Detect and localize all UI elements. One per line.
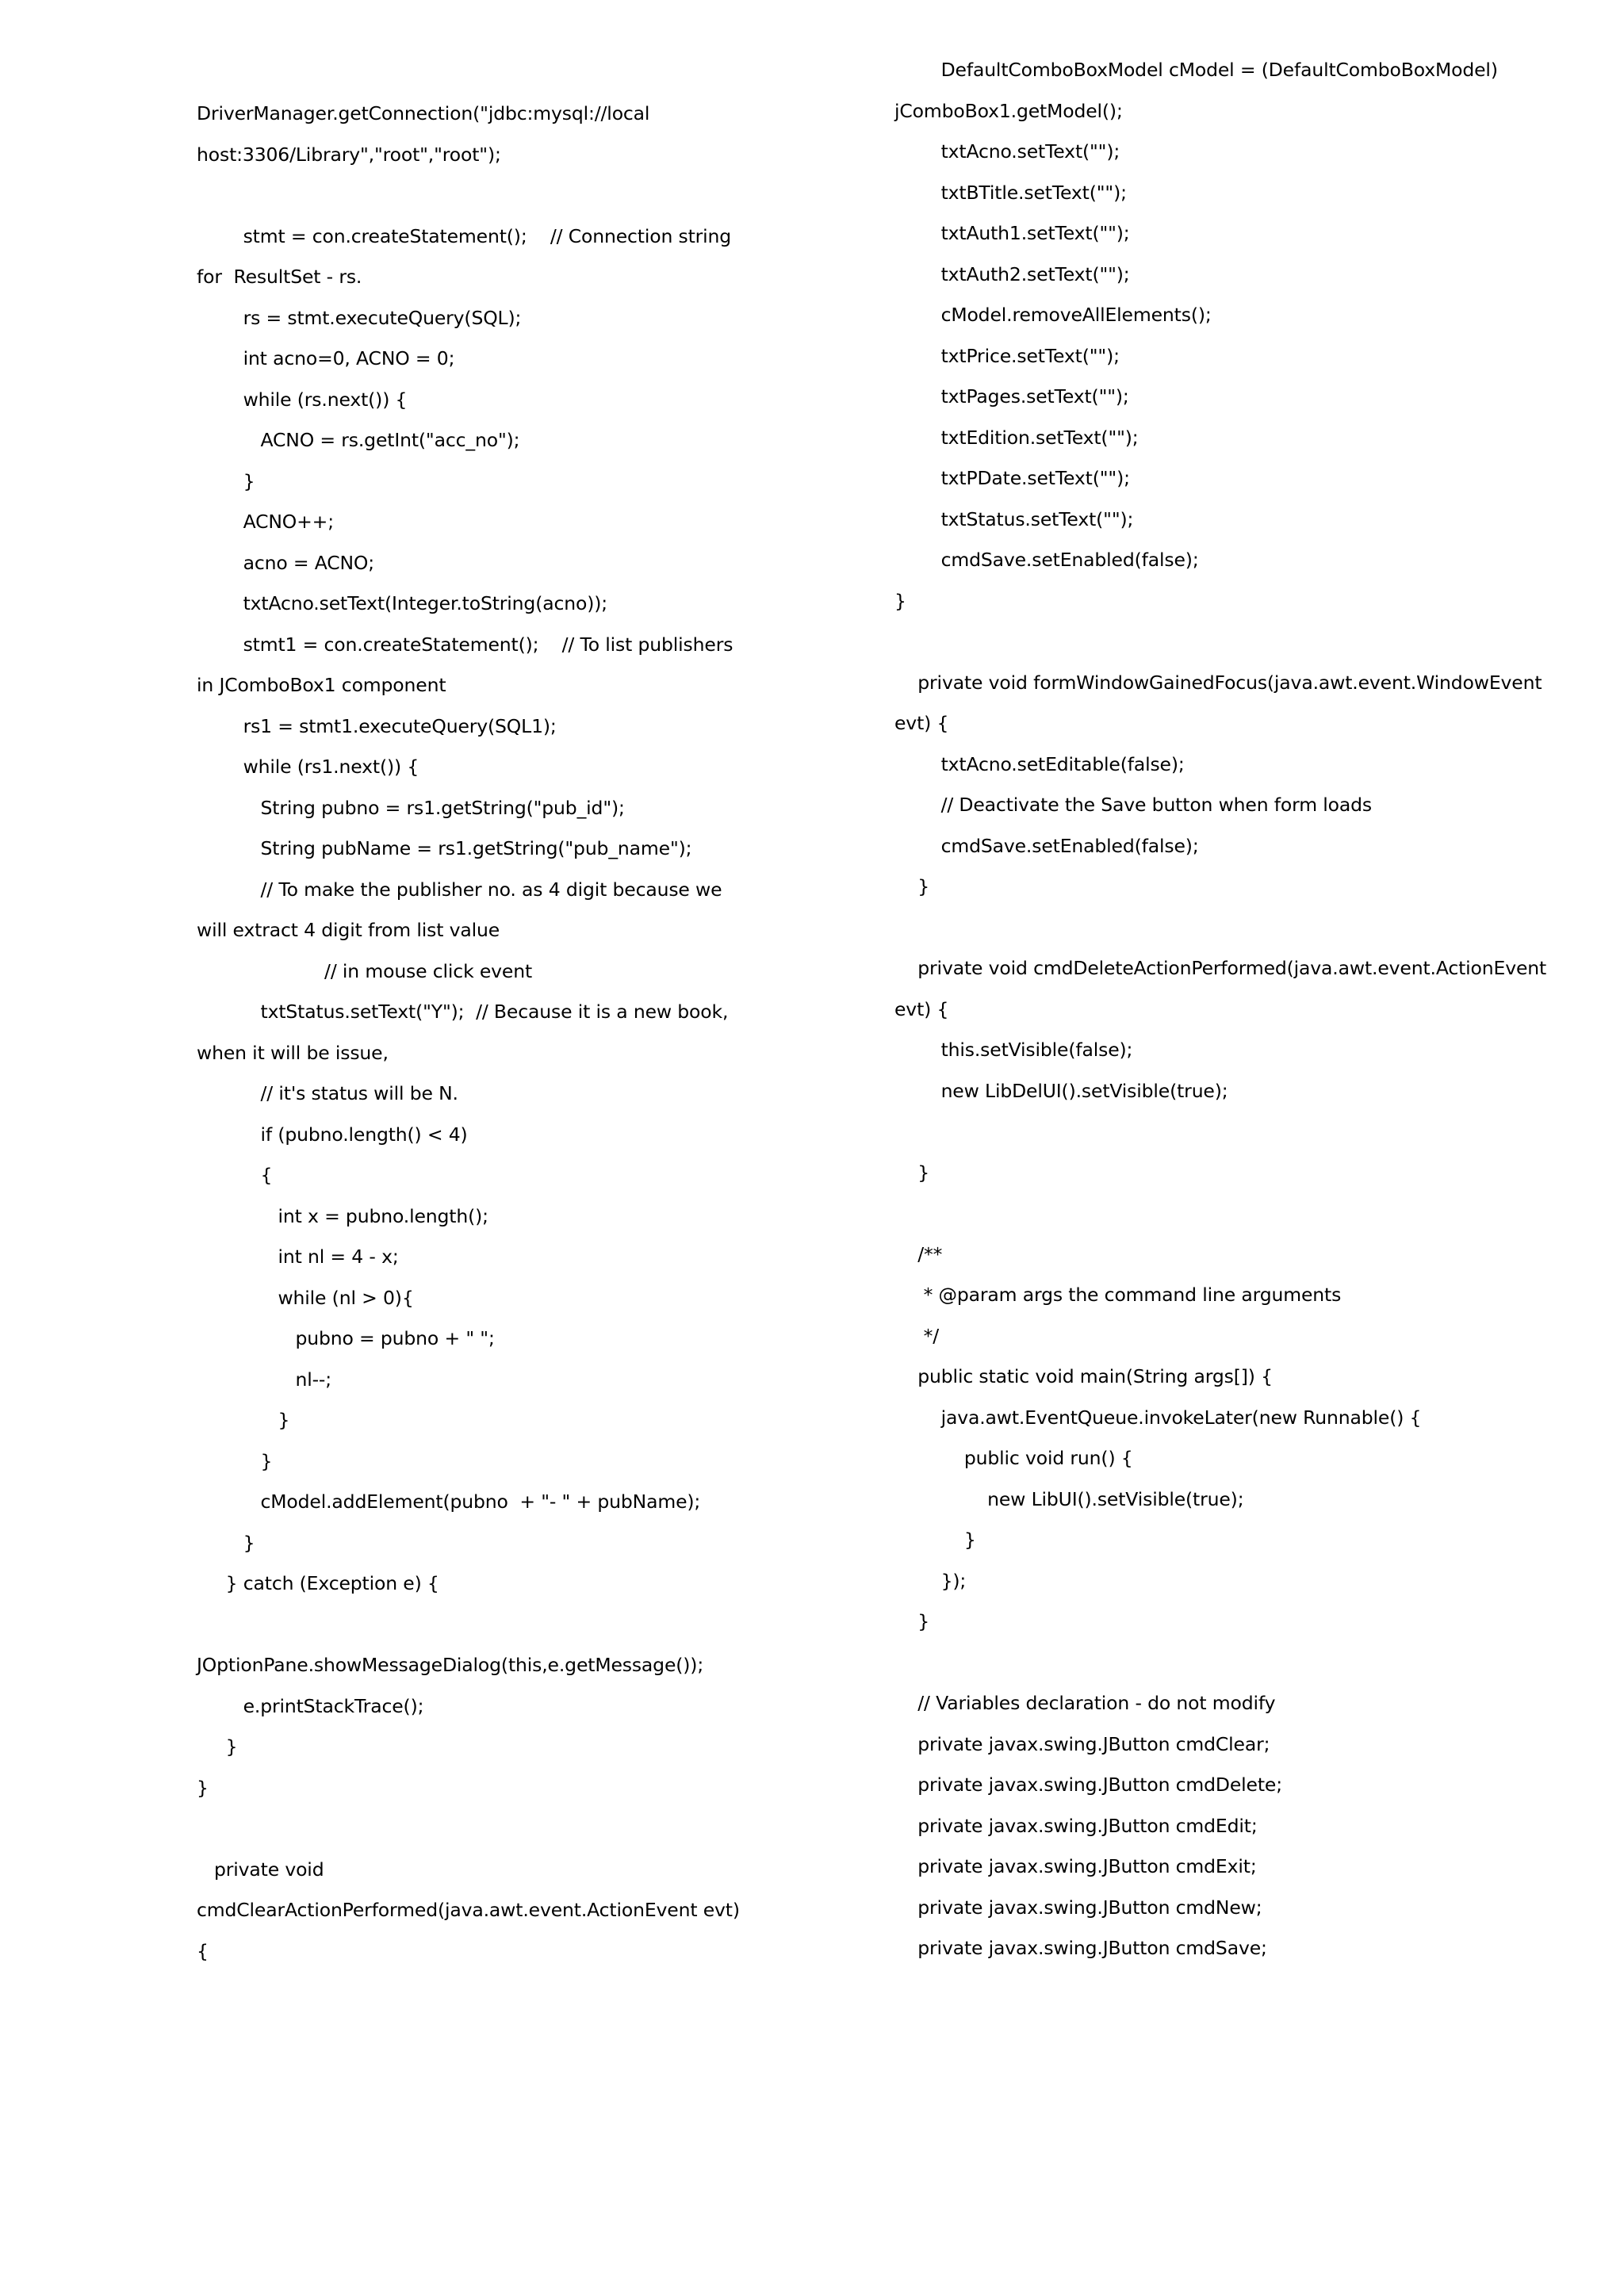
code-line: } [197, 1531, 255, 1554]
code-line [197, 1808, 752, 1850]
code-line: // Deactivate the Save button when form loads [894, 794, 1373, 816]
code-line: stmt = con.createStatement(); // Connection string for ResultSet - rs. [197, 224, 737, 288]
code-line: }); [894, 1569, 967, 1592]
code-line: int nl = 4 - x; [197, 1246, 399, 1268]
code-column-right [761, 50, 1624, 1969]
code-line: cmdSave.setEnabled(false); [894, 834, 1199, 857]
code-line: } [894, 875, 930, 897]
code-line: private javax.swing.JButton cmdExit; [894, 1855, 1257, 1877]
code-line: private javax.swing.JButton cmdDelete; [894, 1774, 1283, 1796]
code-line: String pubno = rs1.getString("pub_id"); [197, 796, 625, 819]
code-line: txtAcno.setText(""); [894, 140, 1120, 163]
code-line: cmdSave.setEnabled(false); [894, 549, 1199, 571]
code-line: private void cmdDeleteActionPerformed(java.awt.event.ActionEvent evt) { [894, 957, 1553, 1020]
code-line: txtAuth1.setText(""); [894, 222, 1130, 244]
code-line: JOptionPane.showMessageDialog(this,e.getMessage()); [197, 1654, 704, 1676]
code-column-left [0, 94, 761, 1972]
code-line: while (rs1.next()) { [197, 756, 419, 778]
code-line: } [197, 1409, 290, 1431]
code-line: rs1 = stmt1.executeQuery(SQL1); [197, 714, 557, 737]
code-line: } [197, 1735, 238, 1758]
code-line: String pubName = rs1.getString("pub_name"); [197, 837, 692, 859]
code-line: } [197, 1776, 209, 1799]
code-line [894, 1643, 1576, 1684]
code-line: txtPDate.setText(""); [894, 467, 1130, 489]
code-line: cModel.addElement(pubno + "- " + pubName); [197, 1490, 701, 1513]
code-line: // it's status will be N. [197, 1082, 458, 1104]
code-line [894, 1193, 1576, 1234]
code-line: txtPages.setText(""); [894, 385, 1129, 408]
code-line: * @param args the command line arguments [894, 1284, 1342, 1306]
code-line: txtBTitle.setText(""); [894, 181, 1127, 204]
code-line [894, 1112, 1576, 1153]
code-line: if (pubno.length() < 4) [197, 1123, 468, 1146]
code-line: private void cmdClearActionPerformed(java.awt.event.ActionEvent evt) { [197, 1858, 746, 1962]
code-line: } [894, 589, 906, 612]
code-line: // Variables declaration - do not modify [894, 1692, 1276, 1714]
code-line: txtPrice.setText(""); [894, 344, 1120, 367]
code-line: } [894, 1610, 930, 1632]
code-line: private void formWindowGainedFocus(java.awt.event.WindowEvent evt) { [894, 671, 1548, 734]
code-line: new LibDelUI().setVisible(true); [894, 1079, 1228, 1102]
code-line: // To make the publisher no. as 4 digit because we will extract 4 digit from list value [197, 878, 728, 941]
code-line: // in mouse click event [197, 959, 533, 982]
code-line: txtAcno.setText(Integer.toString(acno)); [197, 592, 608, 614]
code-line: cModel.removeAllElements(); [894, 304, 1212, 326]
code-line: } [894, 1529, 976, 1551]
code-line: nl--; [197, 1368, 332, 1391]
code-line: private javax.swing.JButton cmdEdit; [894, 1814, 1258, 1837]
code-line: } catch (Exception e) { [197, 1572, 439, 1594]
code-line: ACNO = rs.getInt("acc_no"); [197, 429, 520, 451]
code-line: while (nl > 0){ [197, 1286, 414, 1309]
code-line: } [197, 1449, 273, 1472]
code-line: ACNO++; [197, 511, 334, 533]
code-line: e.printStackTrace(); [197, 1694, 424, 1717]
code-line: this.setVisible(false); [894, 1039, 1133, 1061]
code-line: while (rs.next()) { [197, 388, 408, 411]
code-line: /** [894, 1242, 943, 1265]
code-line: new LibUI().setVisible(true); [894, 1487, 1244, 1510]
code-line: txtAcno.setEditable(false); [894, 752, 1185, 775]
code-line [197, 1605, 752, 1646]
code-line: DefaultComboBoxModel cModel = (DefaultComboBoxModel) jComboBox1.getModel(); [894, 59, 1504, 122]
code-line: rs = stmt.executeQuery(SQL); [197, 306, 522, 329]
code-line: txtEdition.setText(""); [894, 426, 1139, 449]
code-line: } [894, 1161, 930, 1184]
code-line: int acno=0, ACNO = 0; [197, 347, 455, 369]
code-line: stmt1 = con.createStatement(); // To list publishers in JComboBox1 component [197, 633, 739, 696]
code-line: private javax.swing.JButton cmdClear; [894, 1732, 1270, 1755]
code-line: txtStatus.setText("Y"); // Because it is a new book, when it will be issue, [197, 1001, 734, 1064]
code-line: private javax.swing.JButton cmdSave; [894, 1937, 1267, 1959]
code-line [894, 908, 1576, 949]
two-column-layout [0, 59, 1624, 1972]
code-line: pubno = pubno + " "; [197, 1327, 495, 1349]
code-line [197, 175, 752, 216]
code-line: } [197, 469, 255, 492]
code-line: private javax.swing.JButton cmdNew; [894, 1896, 1262, 1919]
code-line: txtAuth2.setText(""); [894, 262, 1130, 285]
code-line: { [197, 1164, 273, 1186]
code-line: DriverManager.getConnection("jdbc:mysql://local host:3306/Library","root","root"); [197, 102, 656, 166]
code-line: txtStatus.setText(""); [894, 507, 1134, 530]
code-line [894, 622, 1576, 663]
code-line: public void run() { [894, 1447, 1133, 1469]
code-line: int x = pubno.length(); [197, 1204, 488, 1227]
code-line: java.awt.EventQueue.invokeLater(new Runnable() { [894, 1406, 1422, 1429]
code-line: public static void main(String args[]) { [894, 1365, 1273, 1387]
code-line: */ [894, 1324, 939, 1347]
code-line: acno = ACNO; [197, 551, 375, 574]
